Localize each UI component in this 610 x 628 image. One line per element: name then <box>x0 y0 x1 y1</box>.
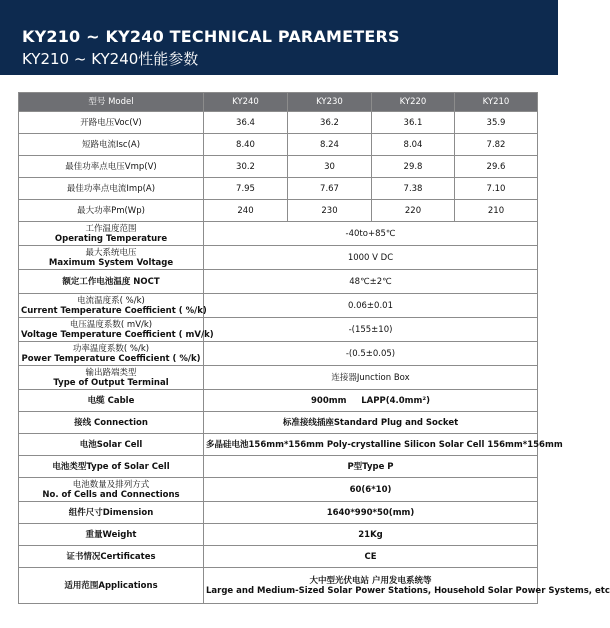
row-label-cn: 电压温度系数( mV/k) <box>69 319 153 330</box>
row-label-en: Type of Output Terminal <box>53 377 169 388</box>
table-cell: 29.8 <box>372 156 455 178</box>
title-chinese: KY210 ~ KY240性能参数 <box>22 50 199 68</box>
table-row <box>19 524 538 546</box>
row-label-en: No. of Cells and Connections <box>42 489 180 500</box>
row-label: 重量Weight <box>19 524 204 546</box>
row-label-cn: 最大系统电压 <box>85 247 137 258</box>
row-label-cn: 工作温度范围 <box>85 223 137 234</box>
row-label <box>19 342 204 366</box>
table-cell: 29.6 <box>455 156 538 178</box>
table-cell: 连接器Junction Box <box>204 366 538 390</box>
table-cell: -(0.5±0.05) <box>204 342 538 366</box>
table-cell: 1640*990*50(mm) <box>204 502 538 524</box>
row-label-cn: 电流温度系( %/k) <box>77 295 145 306</box>
row-label: 适用范围Applications <box>19 568 204 604</box>
applications-en: Large and Medium-Sized Solar Power Stations, Household Solar Power Systems, etc <box>206 585 610 596</box>
table-row <box>19 546 538 568</box>
row-label <box>19 222 204 246</box>
row-label <box>19 294 207 318</box>
row-label: 最佳功率点电压Vmp(V) <box>19 156 204 178</box>
column-header-ky240: KY240 <box>204 93 288 112</box>
title-banner <box>0 0 558 75</box>
table-row <box>19 318 538 342</box>
table-row <box>19 568 538 604</box>
table-cell: 48℃±2℃ <box>204 270 538 294</box>
technical-parameters-table <box>18 92 610 604</box>
table-cell: 220 <box>372 200 455 222</box>
table-cell: 30 <box>288 156 372 178</box>
table-cell <box>204 568 610 604</box>
row-label-en: Voltage Temperature Coefficient ( mV/k) <box>21 329 214 340</box>
table-cell: 7.95 <box>204 178 288 200</box>
table-row <box>19 456 538 478</box>
table-row <box>19 342 538 366</box>
row-label-cn: 输出路端类型 <box>85 367 137 378</box>
table-row <box>19 366 538 390</box>
row-label-cn: 功率温度系数( %/k) <box>72 343 150 354</box>
column-header-ky230: KY230 <box>288 93 372 112</box>
table-cell: -(155±10) <box>204 318 538 342</box>
table-cell: 7.10 <box>455 178 538 200</box>
row-label: 组件尺寸Dimension <box>19 502 204 524</box>
table-row <box>19 156 538 178</box>
table-row <box>19 390 538 412</box>
table-cell: 36.4 <box>204 112 288 134</box>
table-cell: 60(6*10) <box>204 478 538 502</box>
row-label <box>19 318 214 342</box>
table-cell: 35.9 <box>455 112 538 134</box>
column-header-ky210: KY210 <box>455 93 538 112</box>
column-header-ky220: KY220 <box>372 93 455 112</box>
row-label: 最大功率Pm(Wp) <box>19 200 204 222</box>
table-cell: 8.40 <box>204 134 288 156</box>
table-header-row <box>19 93 538 112</box>
table-cell: P型Type P <box>204 456 538 478</box>
table-cell: 240 <box>204 200 288 222</box>
table-cell: 7.38 <box>372 178 455 200</box>
row-label: 额定工作电池温度 NOCT <box>19 270 204 294</box>
table-cell: 7.67 <box>288 178 372 200</box>
row-label: 最佳功率点电流Imp(A) <box>19 178 204 200</box>
table-cell: 1000 V DC <box>204 246 538 270</box>
table-row <box>19 246 538 270</box>
table-row <box>19 502 538 524</box>
table-row <box>19 112 538 134</box>
table-cell: 8.24 <box>288 134 372 156</box>
row-label <box>19 366 204 390</box>
table-row <box>19 412 538 434</box>
row-label: 开路电压Voc(V) <box>19 112 204 134</box>
row-label: 证书情况Certificates <box>19 546 204 568</box>
row-label: 电缆 Cable <box>19 390 204 412</box>
row-label-en: Power Temperature Coefficient ( %/k) <box>21 353 201 364</box>
table-cell: 多晶硅电池156mm*156mm Poly-crystalline Silicon Solar Cell 156mm*156mm <box>204 434 538 456</box>
table-cell: 8.04 <box>372 134 455 156</box>
table-cell: 30.2 <box>204 156 288 178</box>
table-cell: CE <box>204 546 538 568</box>
row-label: 短路电流Isc(A) <box>19 134 204 156</box>
table-cell: 21Kg <box>204 524 538 546</box>
table-cell: 36.1 <box>372 112 455 134</box>
table-cell: 230 <box>288 200 372 222</box>
table-cell: -40to+85℃ <box>204 222 538 246</box>
table-cell: 900mm LAPP(4.0mm²) <box>204 390 538 412</box>
table-cell: 0.06±0.01 <box>204 294 538 318</box>
row-label: 接线 Connection <box>19 412 204 434</box>
table-row <box>19 200 538 222</box>
table-row <box>19 294 538 318</box>
row-label: 电池类型Type of Solar Cell <box>19 456 204 478</box>
applications-cn: 大中型光伏电站 户用发电系统等 <box>309 575 432 586</box>
row-label-en: Current Temperature Coefficient ( %/k) <box>21 305 207 316</box>
table-row <box>19 434 538 456</box>
table-cell: 210 <box>455 200 538 222</box>
title-english: KY210 ~ KY240 TECHNICAL PARAMETERS <box>22 27 400 46</box>
row-label-en: Operating Temperature <box>54 233 168 244</box>
row-label: 电池Solar Cell <box>19 434 204 456</box>
row-label-cn: 电池数量及排列方式 <box>72 479 150 490</box>
row-label-en: Maximum System Voltage <box>48 257 174 268</box>
table-row <box>19 222 538 246</box>
table-row <box>19 134 538 156</box>
table-row <box>19 178 538 200</box>
table-cell: 36.2 <box>288 112 372 134</box>
table-row <box>19 478 538 502</box>
table-cell: 7.82 <box>455 134 538 156</box>
column-header-model: 型号 Model <box>19 93 204 112</box>
row-label <box>19 478 204 502</box>
row-label <box>19 246 204 270</box>
table-row <box>19 270 538 294</box>
table-cell: 标准接线插座Standard Plug and Socket <box>204 412 538 434</box>
